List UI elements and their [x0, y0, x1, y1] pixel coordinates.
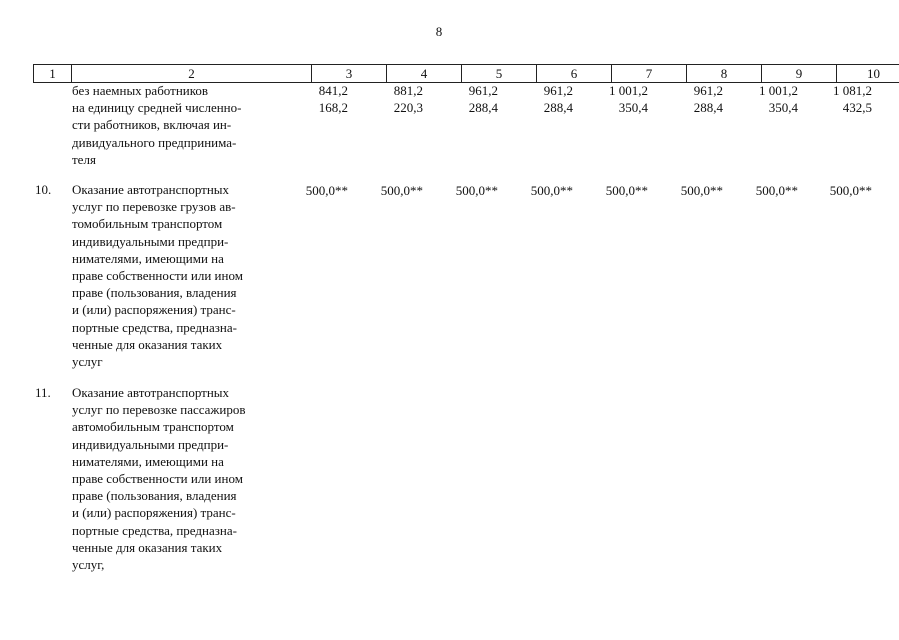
value-col6-line2: 288,4: [543, 100, 573, 115]
value-col8-line2: 288,4: [693, 100, 723, 115]
row-10-value-col6: 500,0**: [530, 183, 573, 198]
text-line: услуг по перевозке грузов ав-: [72, 199, 236, 215]
header-cell-9: 9: [761, 65, 836, 82]
value-col3-line1: 841,2: [318, 83, 348, 98]
value-col10-line2: 432,5: [842, 100, 872, 115]
text-line: услуг: [72, 354, 103, 370]
text-line: автомобильным транспортом: [72, 419, 234, 435]
text-line: Оказание автотранспортных: [72, 182, 230, 197]
header-cell-10: 10: [836, 65, 899, 82]
value-col4-line2: 220,3: [393, 100, 423, 115]
value-col9-line1: 1 001,2: [759, 83, 798, 98]
header-cell-6: 6: [536, 65, 611, 82]
row-10-value-col7: 500,0**: [605, 183, 648, 198]
header-cell-4: 4: [386, 65, 461, 82]
header-cell-8: 8: [686, 65, 761, 82]
row-10-description: [72, 181, 282, 370]
row-10-value-col10: 500,0**: [829, 183, 872, 198]
text-line: и (или) распоряжения) транс-: [72, 302, 236, 318]
text-line: индивидуальными предпри-: [72, 436, 229, 452]
text-line: на единицу средней численно-: [72, 100, 242, 116]
value-col7-line2: 350,4: [618, 100, 648, 115]
value-col3-line2: 168,2: [318, 100, 348, 115]
text-line: ченные для оказания таких: [72, 539, 223, 555]
text-line: сти работников, включая ин-: [72, 117, 232, 133]
text-line: и (или) распоряжения) транс-: [72, 505, 236, 521]
text-line: праве (пользования, владения: [72, 488, 237, 504]
row-11-number: 11.: [35, 385, 51, 400]
row-10-number: 10.: [35, 182, 52, 197]
text-line: индивидуальными предпри-: [72, 233, 229, 249]
text-line: праве собственности или ином: [72, 471, 243, 487]
value-col8-line1: 961,2: [693, 83, 723, 98]
row-10-value-col9: 500,0**: [755, 183, 798, 198]
header-cell-2: 2: [71, 65, 311, 82]
row-11-description: [72, 384, 282, 573]
value-col5-line2: 288,4: [468, 100, 498, 115]
row-10-value-col5: 500,0**: [455, 183, 498, 198]
text-line: портные средства, предназна-: [72, 522, 237, 538]
row-10-value-col8: 500,0**: [680, 183, 723, 198]
row-10-value-col4: 500,0**: [380, 183, 423, 198]
header-cell-3: 3: [311, 65, 386, 82]
text-line: без наемных работников: [72, 83, 209, 98]
text-line: нимателями, имеющими на: [72, 250, 224, 266]
text-line: услуг по перевозке пассажиров: [72, 402, 246, 418]
value-col10-line1: 1 081,2: [833, 83, 872, 98]
value-col6-line1: 961,2: [543, 83, 573, 98]
text-line: праве собственности или ином: [72, 268, 243, 284]
table-header-row: [33, 64, 899, 83]
text-line: Оказание автотранспортных: [72, 385, 230, 400]
value-col7-line1: 1 001,2: [609, 83, 648, 98]
header-cell-7: 7: [611, 65, 686, 82]
text-line: услуг,: [72, 557, 105, 573]
text-line: дивидуального предпринима-: [72, 134, 237, 150]
text-line: ченные для оказания таких: [72, 336, 223, 352]
text-line: томобильным транспортом: [72, 216, 223, 232]
text-line: нимателями, имеющими на: [72, 453, 224, 469]
value-col5-line1: 961,2: [468, 83, 498, 98]
header-cell-1: 1: [33, 65, 71, 82]
header-cell-5: 5: [461, 65, 536, 82]
row-10-value-col3: 500,0**: [305, 183, 348, 198]
page-number: 8: [435, 24, 443, 39]
text-line: праве (пользования, владения: [72, 285, 237, 301]
text-line: теля: [72, 151, 96, 167]
value-col4-line1: 881,2: [393, 83, 423, 98]
text-line: портные средства, предназна-: [72, 319, 237, 335]
row-top-description: [72, 82, 282, 168]
value-col9-line2: 350,4: [768, 100, 798, 115]
